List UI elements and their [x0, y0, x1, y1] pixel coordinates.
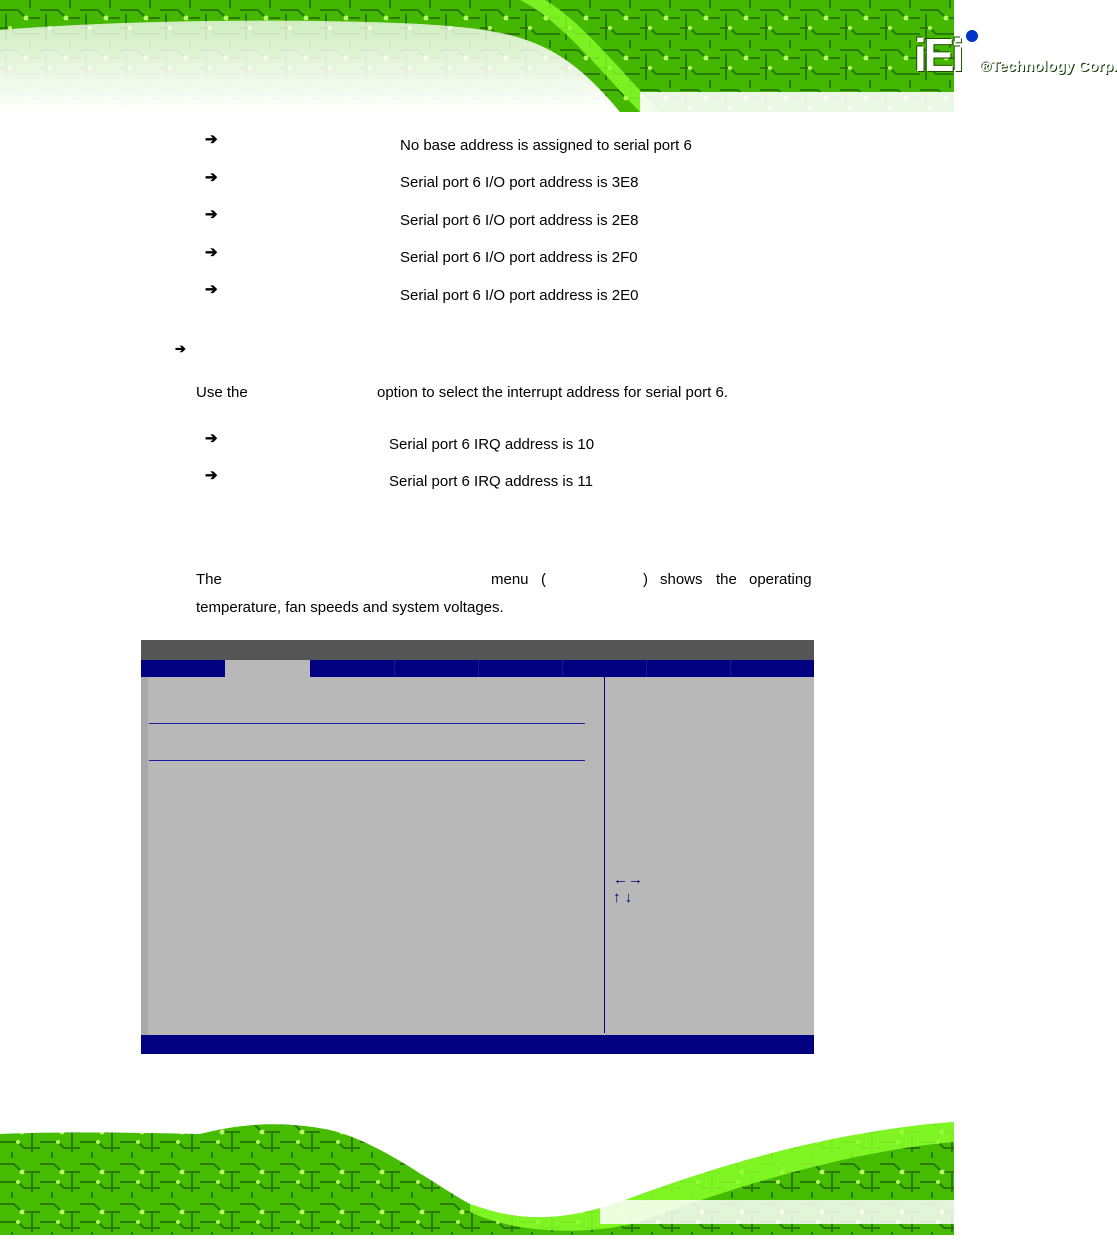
bios-left-edge — [141, 677, 148, 1035]
arrow-bullet-icon: ➔ — [205, 131, 218, 148]
paragraph-word: operating — [749, 571, 812, 588]
option-description: Serial port 6 I/O port address is 2E8 — [400, 212, 639, 229]
option-description: Serial port 6 I/O port address is 2E0 — [400, 287, 639, 304]
bios-title-bar — [141, 640, 814, 660]
bios-tab-separator — [730, 660, 731, 677]
logo-mark: iEi — [914, 29, 962, 81]
bios-status-bar — [141, 1035, 814, 1054]
arrow-bullet-icon: ➔ — [205, 206, 218, 223]
arrow-bullet-icon: ➔ — [205, 430, 218, 447]
option-description: Serial port 6 IRQ address is 10 — [389, 436, 595, 453]
arrow-bullet-icon: ➔ — [205, 467, 218, 484]
logo-dot-icon — [964, 28, 980, 44]
irq-intro-suffix: option to select the interrupt address for serial port 6. — [377, 384, 729, 401]
bios-tab-separator — [646, 660, 647, 677]
page-header — [0, 0, 1117, 112]
bios-tab-separator — [562, 660, 563, 677]
option-description: Serial port 6 I/O port address is 3E8 — [400, 174, 639, 191]
paragraph-line: temperature, fan speeds and system voltages. — [196, 599, 504, 616]
bios-tab-active — [225, 660, 310, 677]
brand-name: ®Technology Corp. — [980, 58, 1117, 75]
arrow-bullet-icon: ➔ — [205, 281, 218, 298]
arrow-bullet-icon: ➔ — [205, 169, 218, 186]
section-arrow-icon: ➔ — [175, 341, 186, 356]
bios-tab-separator — [394, 660, 395, 677]
arrow-bullet-icon: ➔ — [205, 244, 218, 261]
paragraph-word: menu — [491, 571, 529, 588]
option-description: Serial port 6 IRQ address is 11 — [389, 473, 593, 490]
bios-help-divider — [604, 677, 605, 1033]
paragraph-word: ) — [643, 571, 648, 588]
bios-help-left-right-icon: ←→ — [613, 871, 643, 888]
bios-section-rule — [149, 760, 585, 761]
bios-tab-separator — [478, 660, 479, 677]
option-description: No base address is assigned to serial port 6 — [400, 137, 692, 154]
paragraph-word: The — [196, 571, 222, 588]
bios-section-rule — [149, 723, 585, 724]
paragraph-word: shows — [660, 571, 703, 588]
option-description: Serial port 6 I/O port address is 2F0 — [400, 249, 638, 266]
bios-help-up-down-icon: ↑ ↓ — [613, 889, 633, 906]
paragraph-word: the — [716, 571, 737, 588]
paragraph-word: ( — [541, 571, 546, 588]
pcb-footer-graphic — [0, 1112, 954, 1235]
pcb-header-graphic — [0, 0, 954, 112]
bios-screenshot — [141, 640, 814, 1054]
page-footer — [0, 1112, 954, 1235]
irq-intro-prefix: Use the — [196, 384, 248, 401]
